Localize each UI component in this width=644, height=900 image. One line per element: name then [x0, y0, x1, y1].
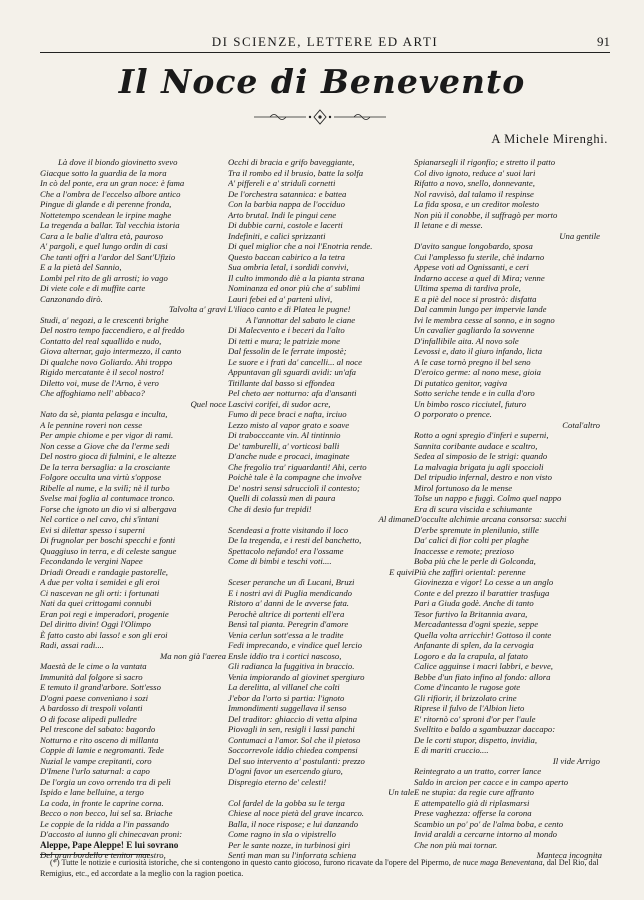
- verse-line: Giacque sotto la guardia de la mora: [40, 167, 167, 178]
- verse-line: Becco o non becco, lui sel sa. Briache: [40, 808, 173, 818]
- verse-line: Di quel miglior che a noi l'Enotria rende.: [228, 241, 373, 251]
- verse-line: Pel cheto aer notturno: afa d'ansanti: [228, 388, 357, 398]
- verse-line: Questo baccan cabirico a la tetra: [228, 251, 346, 262]
- verse-line: Nominanza ed onor più che a' sublimi: [228, 283, 361, 293]
- poem-column-2: [228, 157, 420, 861]
- verse-line: Di putatico genitor, vagiva: [414, 377, 508, 388]
- verse-line: Con la barbia nappa de l'occiduo: [228, 199, 345, 209]
- poem-column-1: [40, 157, 232, 861]
- verse-line: Mirol fortunoso da le mense: [414, 482, 513, 493]
- verse-line: Svelltito e baldo a sgambuzzar daccapo:: [414, 724, 556, 734]
- verse-line: Immondimenti suggellava il senso: [228, 703, 347, 713]
- verse-line: Col divo ignoto, reduce a' suoi lari: [414, 167, 536, 178]
- verse-line: Più che zaffiri oriental: perenne: [414, 566, 526, 577]
- verse-line: A le pennine roveri non cesse: [40, 419, 143, 430]
- verse-line: E quivi: [389, 566, 414, 577]
- verse-line: Anfanante di splen, da la cervogia: [414, 640, 534, 650]
- verse-line: Lezzo misto al vapor grato e soave: [228, 419, 350, 430]
- verse-line: Perochè altrice di portenti ell'era: [228, 608, 345, 619]
- verse-line: Nol ravvisò, dal talamo il respinse: [414, 188, 534, 199]
- verse-line: Invid araldi a cercarne intorno al mondo: [414, 829, 558, 839]
- verse-line: D'accosto al iunno gli chinecavan proni:: [40, 829, 183, 839]
- verse-line: Al dimane: [378, 514, 414, 524]
- verse-line: Ivi le membra cesse al sonno, e in sogno: [414, 314, 555, 325]
- verse-line: Del diritto divin! Oggi l'Olimpo: [40, 619, 151, 629]
- verse-line: Dispregio eterno de' celesti!: [228, 776, 327, 787]
- verse-line: Quaggiuso in terra, e di celeste sangue: [40, 545, 177, 556]
- verse-line: Come d'incanto le rugose gote: [414, 682, 521, 692]
- verse-line: Del gran bordello e tenitor maestro,: [40, 850, 166, 860]
- verse-line: A' pargoli, e quel lungo ordin di casi: [40, 241, 168, 251]
- verse-line: Rotto a ogni spregio d'inferi e superni,: [414, 430, 549, 440]
- verse-line: Radi, assai radi....: [40, 640, 104, 650]
- verse-line: Del nostro gioca di fulmini, e le altezze: [40, 451, 177, 461]
- verse-line: Pel tresconе del sabato: bagordo: [40, 724, 156, 734]
- poem-column-3: [414, 157, 606, 861]
- verse-line: Di dubbie carni, costole e lacerti: [228, 220, 343, 230]
- verse-line: E a piè del noce si prostrò: disfatta: [414, 293, 537, 304]
- verse-line: Dal fessolin de le ferrate impostè;: [228, 346, 347, 356]
- verse-line: Ispido e lane belluine, a tergo: [40, 787, 144, 797]
- verse-line: Di trabocccante vin. Al tintinnio: [228, 430, 341, 440]
- verse-line: Del nostro tempo faccendiero, e al freddo: [40, 325, 185, 335]
- poem-title: Il Noce di Benevento: [118, 62, 526, 101]
- verse-line: Del tripudio infernal, destro e non visto: [414, 472, 552, 482]
- verse-line: Come ragno in sla o vipistrello: [228, 829, 337, 839]
- verse-line: Da' calici di fior colti per plaghe: [414, 535, 529, 545]
- verse-line: Scambio un po' po' de l'alma boba, e cento: [414, 818, 564, 829]
- verse-line: Calice agguinse i macri labbri, e bevve,: [414, 661, 553, 671]
- verse-line: De le corti stupor, dispetto, invidia,: [414, 734, 538, 745]
- verse-line: Del traditor: ghiaccio di vetta alpina: [228, 713, 358, 724]
- verse-line: Ristoro a' danni de le avverse fata.: [228, 598, 349, 608]
- page-header: [40, 34, 610, 53]
- verse-line: Il culto immondo diè a la pianta strana: [228, 272, 365, 283]
- verse-line: Saldo in arcion per cacce e in campo aperto: [414, 776, 569, 787]
- verse-line: Titillante dal basso si effondea: [228, 377, 335, 388]
- verse-line: Canzonando dirò.: [40, 293, 103, 304]
- verse-line: Manteca incognita: [536, 850, 602, 860]
- verse-line: Appuntavan gli sguardi avidi: un'afa: [228, 367, 356, 377]
- verse-line: Prese vaghezza: offerse la corona: [414, 808, 532, 818]
- verse-line: Immunità dal folgore sì sacro: [40, 671, 143, 682]
- verse-line: Evi si dilettar spesso i superni: [40, 524, 145, 535]
- verse-line: Bebbe d'un fiato infino al fondo: allora: [414, 671, 551, 682]
- verse-line: Tra il rombo ed il brusio, batte la solfa: [228, 167, 364, 178]
- verse-line: A due per volta i semidei e gli eroi: [40, 577, 160, 587]
- verse-line: Quel noce: [190, 398, 226, 409]
- verse-line: Sentì man man su l'inforrata schiena: [228, 850, 357, 860]
- verse-line: E' ritornò co' sproni d'or per l'aule: [414, 713, 536, 724]
- footnote-text: Tutte le notizie e curiosità istoriche, che si contengono in questo canto giocoso, furono ricavate da l'opere del Pipermo,: [61, 858, 451, 867]
- verse-line: Diletto voi, muse de l'Arno, è vero: [40, 377, 159, 388]
- verse-line: Spianarsegli il rigonfio; e stretto il patto: [414, 157, 556, 167]
- verse-line: Driadi Oreadi e randagie pastorelle,: [40, 566, 168, 577]
- verse-line: Per ampie chiome e per vigor di rami.: [40, 430, 174, 440]
- verse-line: Eran poi regi e imperadori, progenie: [40, 608, 169, 619]
- verse-line: Ci nascevan ne gli orti: i fortunati: [40, 587, 160, 598]
- verse-line: D'occulte alchimie arcana consorsa: succhi: [414, 514, 567, 524]
- verse-line: Rifatto a novo, snello, donnevante,: [414, 178, 535, 188]
- verse-line: Piovagli in sen, resigli i lassi panchi: [228, 724, 355, 734]
- verse-line: Nati da quei crittogami connubi: [40, 598, 152, 608]
- verse-line: Gli rifiorir, il brizzolato crine: [414, 692, 517, 703]
- verse-line: Cui l'amplesso fu sterile, chè indarno: [414, 251, 545, 262]
- verse-line: Lascivi corifei, di sudor acre,: [228, 398, 331, 409]
- verse-line: E attempatello già di riplasmarsi: [414, 797, 530, 808]
- verse-line: Nottetempo scendean le irpine maghe: [40, 209, 172, 220]
- verse-line: Chiese al noce pietà del grave incarco.: [228, 808, 364, 818]
- verse-line: Studi, a' negozi, a le crescenti brighe: [40, 314, 169, 325]
- verse-line: Venia impiorando al giovinet spergiuro: [228, 671, 365, 682]
- verse-line: De la tregenda, e i resti del banchetto,: [228, 535, 362, 545]
- verse-line: A' piffereli e a' stridulì cornetti: [228, 178, 336, 188]
- verse-line: In cò del ponte, era un gran noce: è fama: [40, 178, 185, 188]
- verse-line: A le case tornò pregno il bel seno: [414, 356, 531, 367]
- verse-line: Nato da sè, pianta pelasga e inculta,: [40, 409, 168, 419]
- verse-line: Forse che ignoto un dio vi si albergava: [40, 503, 177, 514]
- verse-line: D'Imene l'urlo saturnal: a capo: [40, 766, 150, 776]
- verse-line: La tregenda a ballar. Tal vecchia istoria: [40, 220, 180, 230]
- verse-line: Indefiniti, e calici sprizzanti: [228, 230, 326, 241]
- verse-line: Quella volta arricchir! Gottoso il conte: [414, 629, 552, 640]
- verse-line: Lauri febei ed a' partenì ulivi,: [228, 293, 333, 304]
- verse-line: Folgore occulta una virtù s'oppose: [40, 472, 162, 482]
- verse-line: Che non più mai tornar.: [414, 839, 498, 850]
- verse-line: Come di bimbi e teschi voti....: [228, 556, 332, 566]
- verse-line: Dal cammin lungo per impervie lande: [414, 304, 547, 314]
- verse-line: A l'annottar del sabato le ciane: [246, 314, 356, 325]
- verse-line: La fida sposa, e un creditor molesto: [414, 199, 539, 209]
- verse-line: Balla, il noce rispose; e lui danzando: [228, 818, 359, 829]
- verse-line: D'ogni favor un esercendo giuro,: [228, 766, 343, 776]
- verse-line: La coda, in fronte le caprine corna.: [40, 797, 164, 808]
- verse-line: Di Malecvento e i beceri da l'alto: [228, 325, 345, 335]
- verse-line: A bardosso di trespoli volanti: [40, 703, 143, 713]
- verse-line: Un bimbo rosco ricciutel, futuro: [414, 398, 527, 409]
- verse-line: Ensle iddio tra i cortici nascoso,: [228, 650, 342, 661]
- verse-line: Una gentile: [559, 230, 600, 241]
- verse-line: Il letane e di messe.: [414, 220, 483, 230]
- verse-line: La derelitta, al villanel che colti: [228, 682, 340, 692]
- verse-line: La malvagia brigata ju agli spoccioli: [414, 461, 544, 472]
- verse-line: Che affoghiamo nell' abbaco?: [40, 388, 145, 398]
- verse-line: D'infallibile aita. Al novo sole: [414, 335, 519, 346]
- verse-line: Era di scura viscida e schiumante: [414, 503, 532, 514]
- verse-line: Coppie di lamie e negromanti. Tede: [40, 745, 164, 755]
- verse-line: O porporato o prence.: [414, 409, 492, 419]
- verse-line: Le suore e i frati da' cancelli... al noce: [228, 356, 362, 367]
- ornament-divider: [250, 108, 390, 126]
- verse-line: Sceser peranche un dì Lucani, Bruzi: [228, 577, 355, 587]
- verse-line: Un tale: [388, 787, 414, 797]
- verse-line: D'avito sangue longobardo, sposa: [414, 241, 533, 251]
- verse-line: Il vide Arrigo: [552, 755, 600, 766]
- verse-line: Fedi imprecando, e vindice quel lercio: [228, 640, 362, 650]
- verse-line: Scendeasi a frotte visitando il loco: [228, 524, 349, 535]
- footnote-text-end: dal Del Rio, dal Remigius, etc., ed accordate a la meglio con la ragion poetica.: [40, 858, 599, 878]
- verse-line: Nuzial le vampe crepitanti, coro: [40, 755, 152, 766]
- verse-line: E ne stupìa: da regie cure affranto: [414, 787, 534, 797]
- running-title: DI SCIENZE, LETTERE ED ARTI: [211, 34, 439, 49]
- verse-line: Appese voti ad Ognissanti, e ceri: [414, 262, 529, 272]
- verse-line: Aleppe, Pape Aleppe! E lui sovrano: [40, 839, 179, 850]
- verse-line: De' nostri sensi sdrucciolì il contesto;: [228, 482, 360, 493]
- verse-line: Che a l'ombra de l'eccelso albore antico: [40, 188, 181, 199]
- verse-line: Giovinezza e vigor! Lo cesse a un anglo: [414, 577, 554, 587]
- footnote-italic-source: de nuce maga Beneventana,: [452, 858, 545, 867]
- verse-line: Pingue di glande e di perenne fronda,: [40, 199, 172, 209]
- verse-line: Cara a le balie d'altra età, pauroso: [40, 230, 163, 241]
- verse-line: Nel cortice o nel cavo, chi s'ìntani: [40, 514, 159, 524]
- verse-line: Di viete cole e di muffite carte: [40, 283, 146, 293]
- verse-line: Che di desio fur trepidi!: [228, 503, 312, 514]
- verse-line: Gli radianca la fuggitiva in braccio.: [228, 661, 355, 671]
- verse-line: Soccorrevole iddio chiedea compensi: [228, 745, 358, 755]
- verse-line: Lombi pel rito de gli arrosti; io vago: [40, 272, 168, 283]
- verse-line: D'anche nude e procaci, imaginate: [228, 451, 350, 461]
- verse-line: Pari a Giuda godè. Anche di tanto: [414, 598, 534, 608]
- verse-line: È fatto casto abi lasso! e son gli eroi: [40, 629, 168, 640]
- dedication: A Michele Mirenghi.: [491, 132, 608, 146]
- page-number: 91: [597, 34, 610, 49]
- verse-line: Logoro e da la crapula, al fatato: [414, 650, 528, 661]
- verse-line: Ultima spema di tardiva prole,: [414, 283, 521, 293]
- verse-line: Fumo di pece braci e nafta, irciuo: [228, 409, 347, 419]
- footnote: [40, 858, 610, 879]
- verse-line: De la terra bersaglia: a la crosciante: [40, 461, 170, 472]
- verse-line: De l'orchestra satannica: e battea: [228, 188, 347, 199]
- verse-line: Notturno e rito osceno di millanta: [40, 734, 159, 745]
- verse-line: De' tamburelli, a' vorticosi balli: [228, 440, 340, 451]
- verse-line: L'iliaco canto e di Platea le pugne!: [228, 304, 351, 314]
- verse-line: E temuto il grand'arbore. Sott'esso: [40, 682, 161, 692]
- verse-line: Col fardel de la gobba su le terga: [228, 797, 345, 808]
- verse-line: Del suo intervento a' postulanti: prezzo: [228, 755, 365, 766]
- verse-line: Venia cerlun sott'essa a le tradite: [228, 629, 344, 640]
- verse-line: J'ebor da l'orto si partia: l'ignoto: [228, 692, 345, 703]
- verse-line: Ma non già l'aerea: [160, 650, 226, 661]
- verse-line: Di qualche novo Goliardo. Ahi troppo: [40, 356, 173, 367]
- verse-line: Bensì tal pianta. Peregrin d'amore: [228, 619, 349, 629]
- verse-line: Contatto del real squallido e nudo,: [40, 335, 162, 346]
- verse-line: Di frugnolar per boschi specchi e fonti: [40, 535, 176, 545]
- footnote-marker: (*): [50, 858, 60, 867]
- verse-line: Sotto seriche tende e in culla d'oro: [414, 388, 535, 398]
- verse-line: Poichè tale è la compagne che involve: [228, 472, 362, 482]
- verse-line: D'erbe spremute in plenilunio, stille: [414, 524, 539, 535]
- verse-line: Svelse mai foglia al contumace tronco.: [40, 493, 175, 503]
- verse-line: Reintegrato a un tratto, correr lance: [414, 766, 542, 776]
- verse-line: Ribelle al nume, e la svilì; nè il turbo: [40, 482, 170, 493]
- verse-line: Le coppie de la ridda a l'in passando: [40, 818, 170, 829]
- verse-line: D'ogni paese convenìano i sozi: [40, 692, 149, 703]
- verse-line: Talvolta a' gravi: [168, 304, 226, 314]
- verse-line: Cotal'altro: [562, 419, 600, 430]
- verse-line: Sedea al simposio de le strigi: quando: [414, 451, 548, 461]
- verse-line: De l'orgia un covo orrendo tra di pelì: [40, 776, 171, 787]
- verse-line: Conte e del prezzo il barattier trasfuga: [414, 587, 550, 598]
- verse-line: Riprese il fulvo de l'Albion lieto: [414, 703, 525, 713]
- verse-line: Sannita coribante audace e scaltro,: [414, 440, 538, 451]
- verse-line: Fecondando le vergini Napee: [40, 556, 143, 566]
- verse-line: E di mariti cruccio....: [414, 745, 489, 755]
- verse-line: Contumaci a l'amor. Sol che il pietoso: [228, 734, 361, 745]
- verse-line: Maestà de le cime o la vantata: [40, 661, 147, 671]
- footnote-rule: [40, 854, 150, 855]
- verse-line: Sua ombria letal, i sordidi convivi,: [228, 262, 349, 272]
- verse-line: Che fregolio tra' riguardanti! Ahi, certo: [228, 461, 367, 472]
- verse-line: Giova alternar, gajo intermezzo, il canto: [40, 346, 182, 356]
- verse-line: Che tanti offri a l'ardor del Sant'Ufizio: [40, 251, 176, 262]
- verse-line: Boba più che le perle di Golconda,: [414, 556, 536, 566]
- verse-line: Non più il conobbe, il suffragò per morto: [414, 209, 558, 220]
- verse-line: E i nostri avi di Puglia mendicando: [228, 587, 353, 598]
- verse-line: Quelli di colassù men di paura: [228, 493, 336, 503]
- verse-line: Non cesse a Giove che da l'erme sedi: [40, 440, 170, 451]
- verse-line: Un cavalier gagliardo la sovvenne: [414, 325, 535, 335]
- verse-line: Mercadantessa d'ogni spezie, seppe: [414, 619, 539, 629]
- verse-line: Spettacolo nefando! era l'ossame: [228, 545, 344, 556]
- verse-line: Arto brutal. Indi le pingui cene: [228, 209, 337, 220]
- verse-line: D'eroico germe: al nono mese, gioia: [414, 367, 541, 377]
- verse-line: Rigido mercatante è il secol nostro!: [40, 367, 165, 377]
- verse-line: Occhi di bracia e grifo baveggiante,: [228, 157, 355, 167]
- verse-line: O di focose alipedi pulledre: [40, 713, 137, 724]
- verse-line: Indarno accese a quel di Mira; venne: [414, 272, 545, 283]
- verse-line: Tesor furtivo la Britannia avara,: [414, 608, 528, 619]
- verse-line: Levossi e, dato il giuro infando, licta: [414, 346, 543, 356]
- verse-line: E a la pietà del Sannio,: [40, 262, 122, 272]
- verse-line: Tolse un nappo e fuggì. Colmo quel nappo: [414, 493, 562, 503]
- verse-line: Inaccesse e remote; prezioso: [414, 545, 514, 556]
- verse-line: Di tetti e mura; le patrizie mone: [228, 335, 340, 346]
- verse-line: Per le sante nozze, in turbinosi giri: [228, 839, 351, 850]
- verse-line: Là dove il biondo giovinetto svevo: [58, 157, 178, 167]
